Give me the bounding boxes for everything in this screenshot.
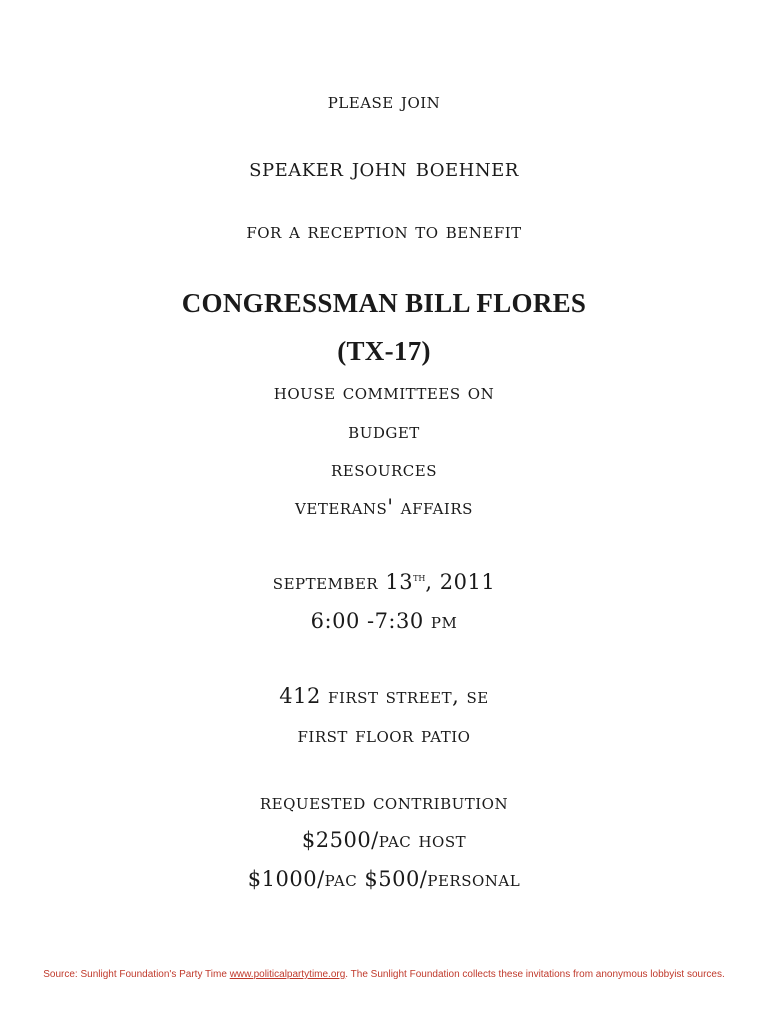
event-date-main: september 13: [272, 570, 414, 594]
committees-heading: house committees on: [273, 380, 495, 404]
event-date: [0, 570, 768, 594]
address-line-1: 412 first street, se: [279, 684, 489, 708]
please-join-text: please join: [327, 89, 441, 113]
committee-item: veterans' affairs: [295, 495, 473, 519]
committee-item: budget: [348, 419, 420, 443]
contribution-host: $2500/pac host: [301, 828, 467, 852]
beneficiary-name: CONGRESSMAN BILL FLORES: [181, 288, 587, 318]
contribution-pac-personal: $1000/pac $500/personal: [247, 867, 521, 891]
event-date-suffix: th: [413, 570, 426, 584]
contribution-heading: requested contribution: [259, 790, 509, 814]
speaker-name: speaker john boehner: [249, 153, 519, 182]
event-date-year: , 2011: [425, 570, 496, 594]
party-time-link[interactable]: www.politicalpartytime.org: [229, 969, 346, 980]
district-label: (TX-17): [337, 336, 431, 366]
address-line-2: first floor patio: [297, 723, 471, 747]
committee-item: resources: [331, 457, 437, 481]
footer-suffix: . The Sunlight Foundation collects these invitations from anonymous lobbyist sources.: [345, 969, 725, 980]
source-footer: [0, 969, 768, 980]
reception-purpose-text: for a reception to benefit: [246, 219, 522, 243]
footer-prefix: Source: Sunlight Foundation's Party Time: [43, 969, 230, 980]
event-time: 6:00 -7:30 pm: [310, 609, 458, 633]
